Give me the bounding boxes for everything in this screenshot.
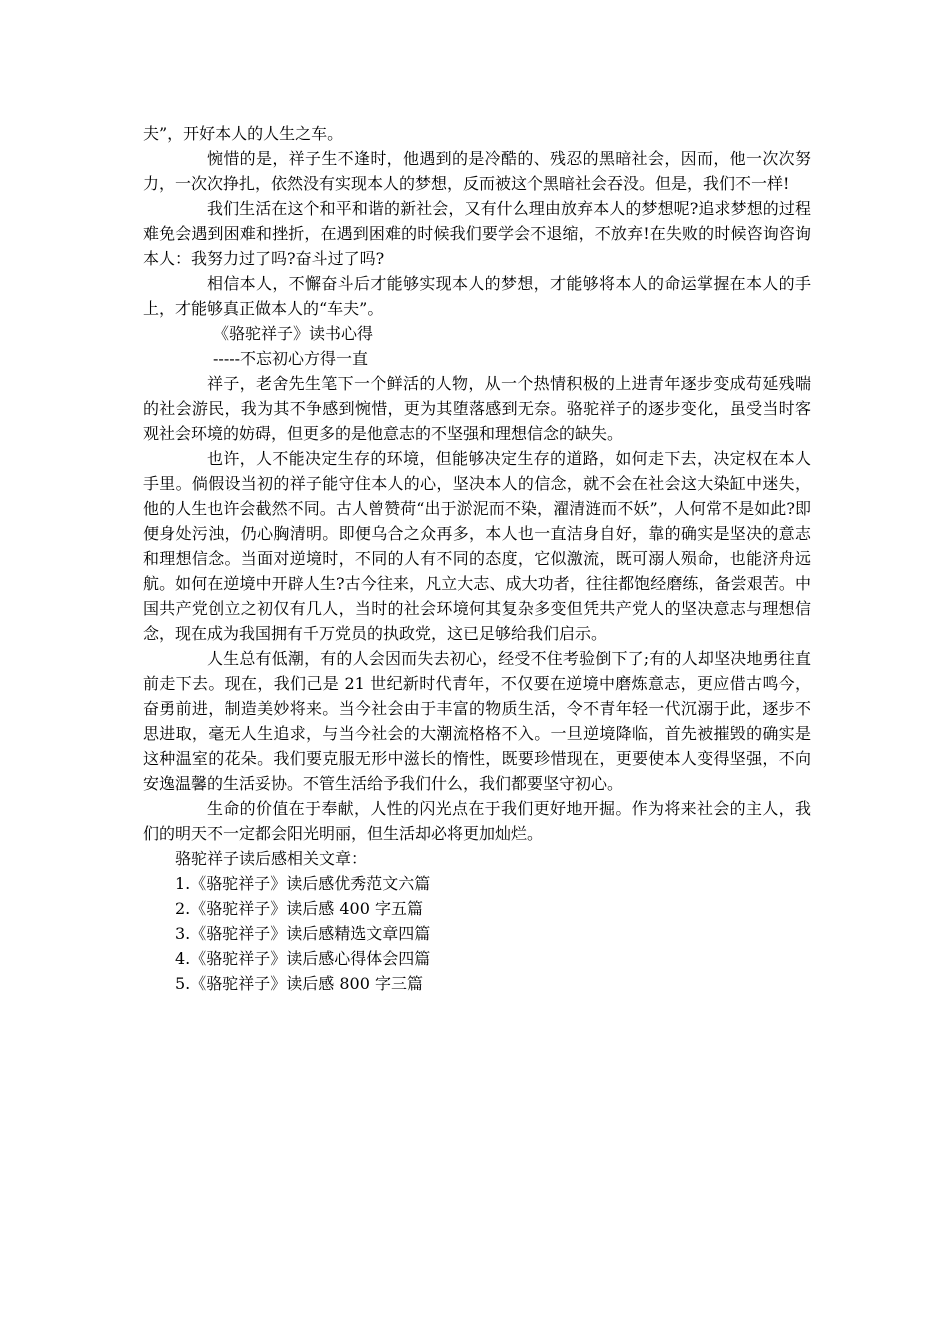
related-article-link[interactable]: 3.《骆驼祥子》读后感精选文章四篇	[175, 924, 431, 943]
paragraph-continuation: 夫”，开好本人的人生之车。	[143, 124, 344, 143]
related-article-link[interactable]: 5.《骆驼祥子》读后感 800 字三篇	[175, 974, 423, 993]
paragraph: 我们生活在这个和平和谐的新社会，又有什么理由放弃本人的梦想呢?追求梦想的过程难免会遇到困难和挫折，在遇到困难的时候我们要学会不退缩，不放弃!在失败的时候咨询咨询本人：我努力过了吗?奋斗过了吗?	[143, 199, 811, 268]
paragraph: 也许，人不能决定生存的环境，但能够决定生存的道路，如何走下去，决定权在本人手里。倘假设当初的祥子能守住本人的心，坚决本人的信念，就不会在社会这大染缸中迷失，他的人生也许会截然不同。古人曾赞荷“出于淤泥而不染，濯清涟而不妖”，人何常不是如此?即便身处污浊，仍心胸清明。即便乌合之众再多，本人也一直洁身自好，靠的确实是坚决的意志和理想信念。当面对逆境时，不同的人有不同的态度，它似激流，既可溺人殒命，也能济舟远航。如何在逆境中开辟人生?古今往来，凡立大志、成大功者，往往都饱经磨练，备尝艰苦。中国共产党创立之初仅有几人，当时的社会环境何其复杂多变但凭共产党人的坚决意志与理想信念，现在成为我国拥有千万党员的执政党，这已足够给我们启示。	[143, 449, 811, 643]
paragraph: 生命的价值在于奉献，人性的闪光点在于我们更好地开掘。作为将来社会的主人，我们的明天不一定都会阳光明丽，但生活却必将更加灿烂。	[143, 799, 811, 843]
essay-subtitle: -----不忘初心方得一直	[213, 349, 369, 368]
essay-title: 《骆驼祥子》读书心得	[213, 324, 374, 343]
related-article-link[interactable]: 4.《骆驼祥子》读后感心得体会四篇	[175, 949, 431, 968]
paragraph: 惋惜的是，祥子生不逢时，他遇到的是冷酷的、残忍的黑暗社会，因而，他一次次努力，一次次挣扎，依然没有实现本人的梦想，反而被这个黑暗社会吞没。但是，我们不一样!	[143, 149, 811, 193]
related-article-link[interactable]: 2.《骆驼祥子》读后感 400 字五篇	[175, 899, 423, 918]
paragraph: 祥子，老舍先生笔下一个鲜活的人物，从一个热情积极的上进青年逐步变成苟延残喘的社会游民，我为其不争感到惋惜，更为其堕落感到无奈。骆驼祥子的逐步变化，虽受当时客观社会环境的妨碍，但更多的是他意志的不坚强和理想信念的缺失。	[143, 374, 811, 443]
paragraph: 相信本人，不懈奋斗后才能够实现本人的梦想，才能够将本人的命运掌握在本人的手上，才能够真正做本人的“车夫”。	[143, 274, 811, 318]
paragraph: 人生总有低潮，有的人会因而失去初心，经受不住考验倒下了;有的人却坚决地勇往直前走下去。现在，我们己是 21 世纪新时代青年，不仅要在逆境中磨炼意志，更应借古鸣今，奋勇前进，制造美妙将来。当今社会由于丰富的物质生活，令不青年轻一代沉溺于此，逐步不思进取，毫无人生追求，与当今社会的大潮流格格不入。一旦逆境降临，首先被摧毁的确实是这种温室的花朵。我们要克服无形中滋长的惰性，既要珍惜现在，更要使本人变得坚强，不向安逸温馨的生活妥协。不管生活给予我们什么，我们都要坚守初心。	[143, 649, 811, 793]
document-body	[143, 121, 811, 996]
related-article-link[interactable]: 1.《骆驼祥子》读后感优秀范文六篇	[175, 874, 431, 893]
related-articles-heading: 骆驼祥子读后感相关文章：	[175, 849, 368, 868]
